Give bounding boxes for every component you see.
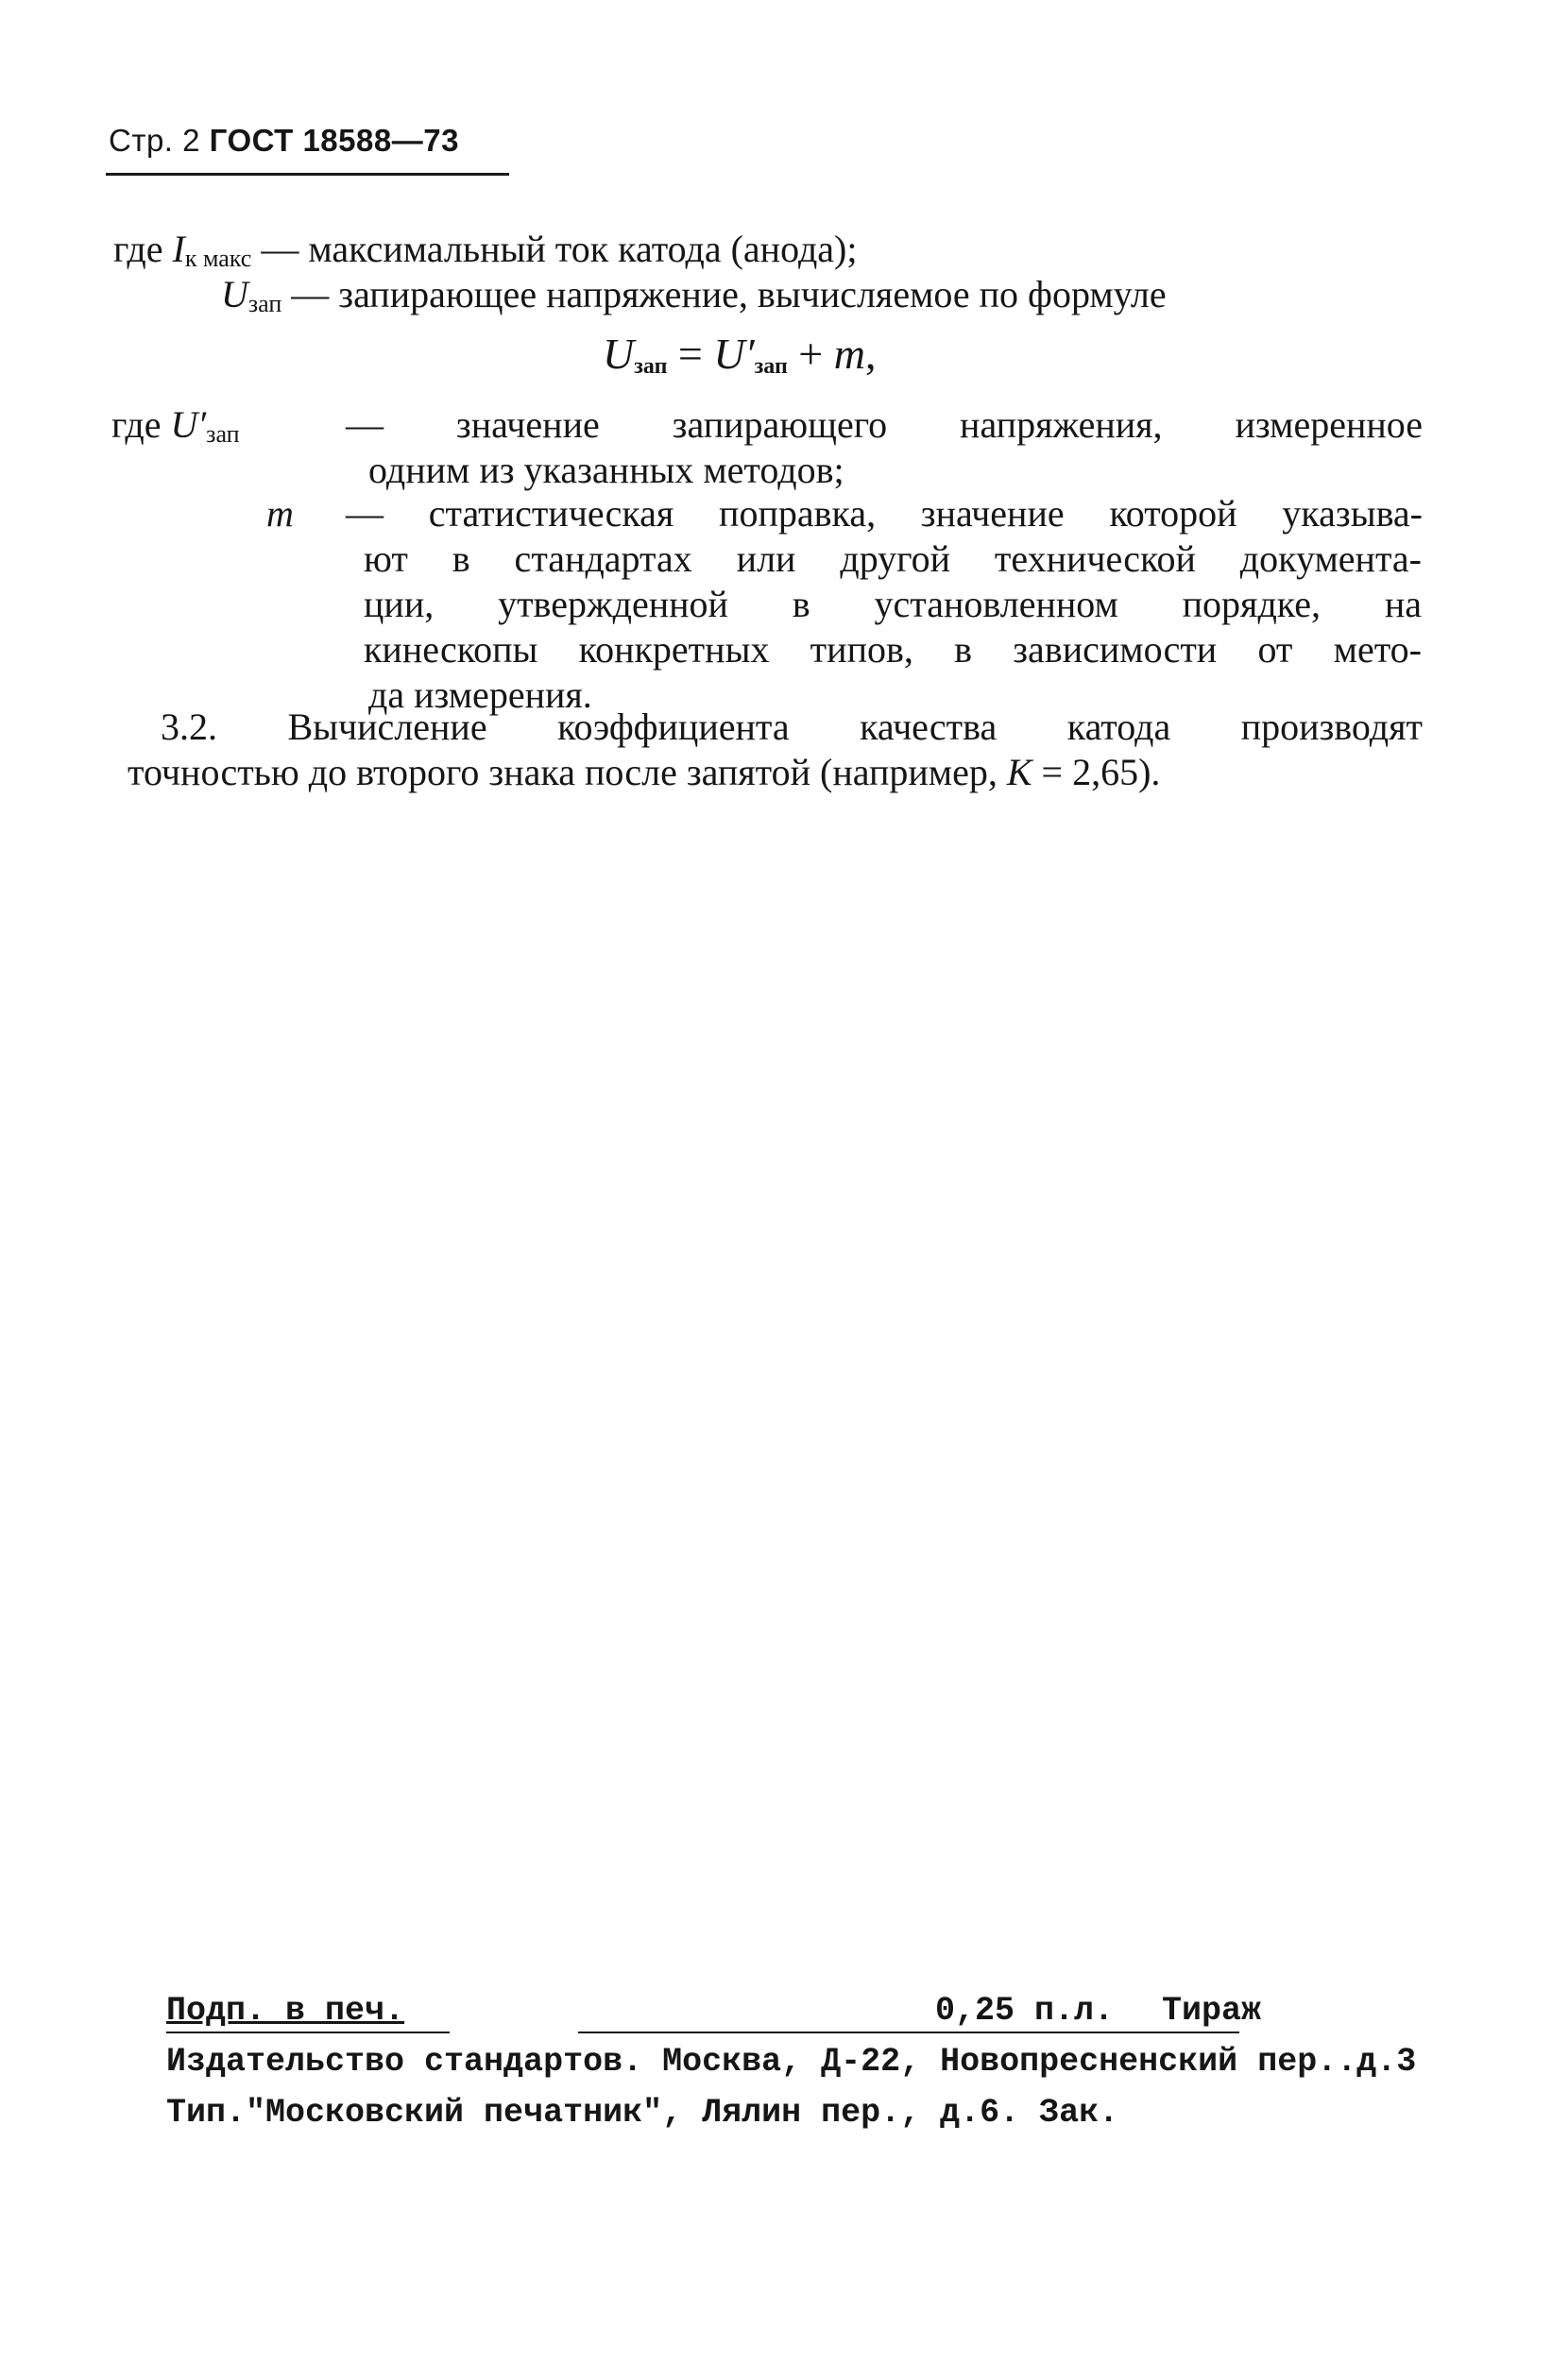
imprint-signed: Подп. в печ.: [166, 1992, 405, 2030]
where-word: где: [111, 403, 162, 446]
page-header: [109, 123, 459, 159]
blank-line: [166, 2032, 450, 2033]
standard-number: ГОСТ 18588—73: [209, 123, 459, 158]
header-rule: [106, 173, 509, 176]
imprint-sheets: 0,25 п.л.: [935, 1992, 1115, 2030]
definition-text: — статистическая поправка, значение которой указыва-: [346, 492, 1423, 535]
definition-text: да измерения.: [368, 673, 592, 716]
symbol-u: Uзап: [221, 273, 282, 317]
imprint-print-run: Тираж: [1162, 1992, 1262, 2030]
definition-text: ют в стандартах или другой технической документа-: [364, 537, 1422, 580]
imprint-publisher: Издательство стандартов. Москва, Д-22, Новопресненский пер..д.3: [166, 2043, 1417, 2081]
clause-3-2-line-1: 3.2. Вычисление коэффициента качества катода производят: [161, 706, 1423, 748]
definition-text: одним из указанных методов;: [368, 449, 844, 491]
symbol-m: m: [266, 492, 294, 535]
blank-line: [578, 2032, 1239, 2033]
imprint-printer: Тип."Московский печатник", Лялин пер., д.6. Зак.: [166, 2094, 1119, 2132]
definition-text: — максимальный ток катода (анода);: [261, 228, 858, 270]
where-word: где: [113, 228, 163, 270]
symbol-i: Iк макс: [172, 228, 252, 272]
definition-u-zap: [221, 272, 1167, 327]
formula: Uзап = U′зап + m,: [603, 330, 877, 379]
definition-text: ции, утвержденной в установленном порядке, на: [364, 583, 1422, 625]
page-number: Стр. 2: [109, 123, 200, 158]
symbol-u-prime: U′зап: [170, 403, 240, 448]
definition-text: — запирающее напряжение, вычисляемое по формуле: [291, 273, 1167, 315]
definition-text: кинескопы конкретных типов, в зависимости от мето-: [364, 628, 1422, 671]
definition-u-prime: [111, 402, 240, 457]
clause-3-2-line-2: точностью до второго знака после запятой (например, K = 2,65).: [128, 751, 1161, 793]
definition-text: — значение запирающего напряжения, измеренное: [346, 403, 1423, 446]
